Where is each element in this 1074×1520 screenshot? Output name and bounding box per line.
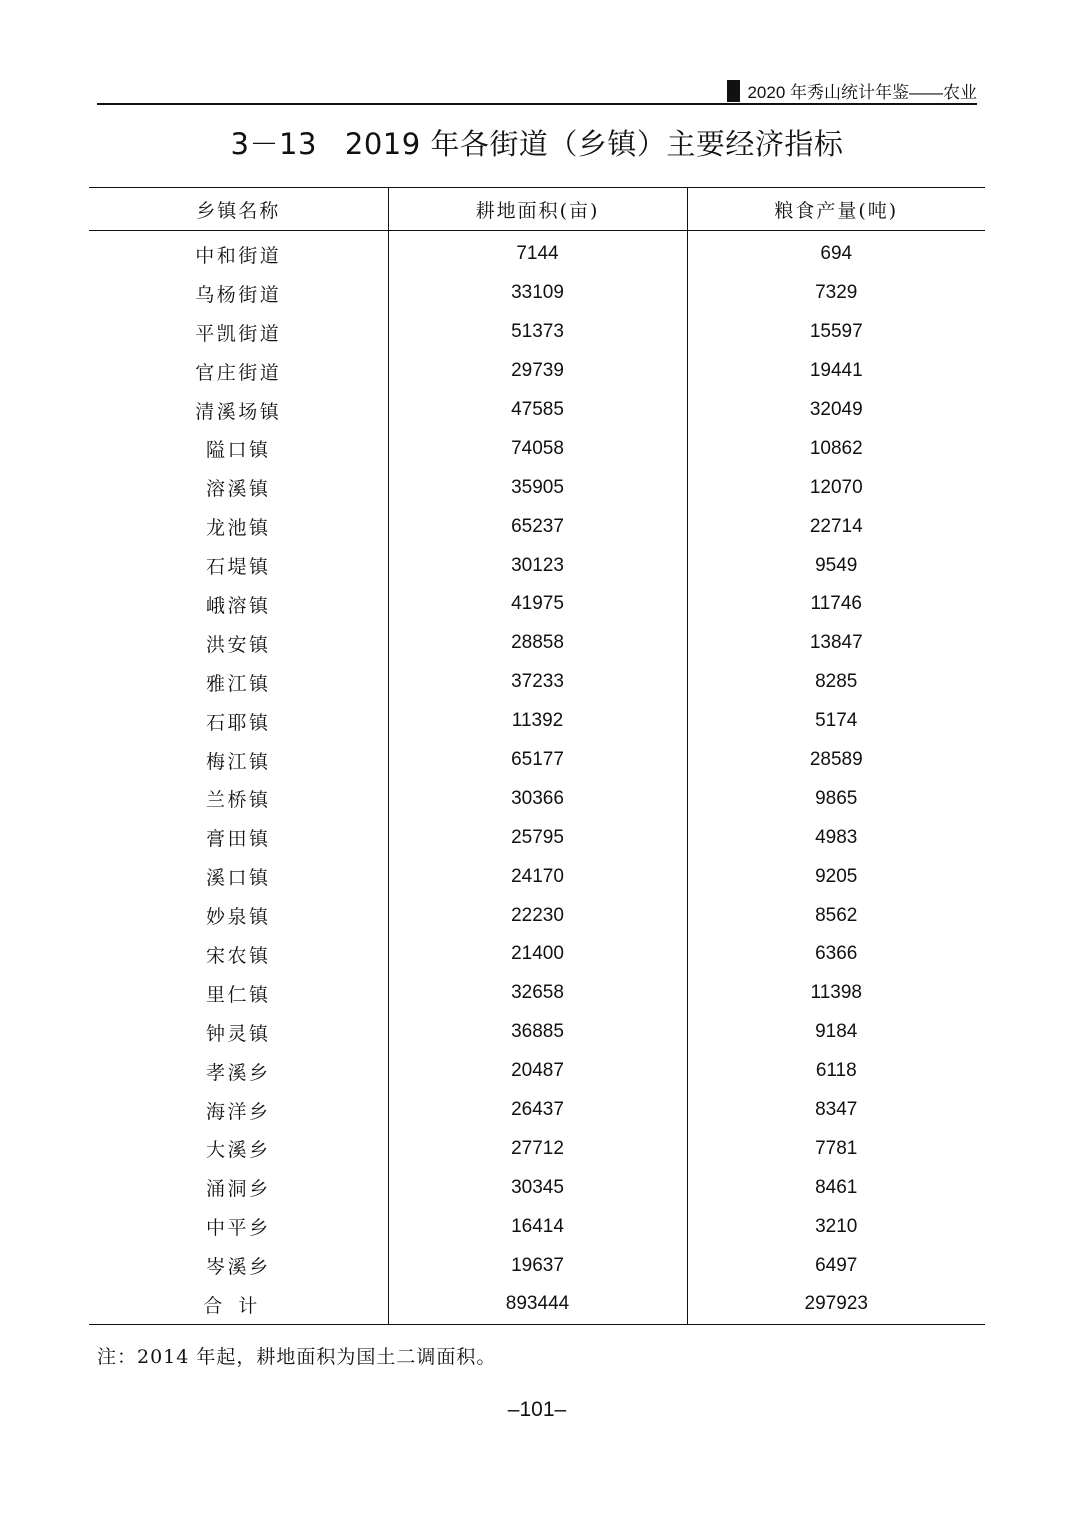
table-row	[89, 1246, 985, 1285]
grain-output-cell: 13847	[687, 624, 985, 663]
town-name-cell: 涌洞乡	[205, 1178, 271, 1201]
farmland-area-cell: 29739	[388, 352, 687, 391]
town-name-cell: 溶溪镇	[205, 478, 271, 501]
table-row	[89, 507, 985, 546]
grain-output-cell: 9184	[687, 1013, 985, 1052]
farmland-area-cell: 33109	[388, 274, 687, 313]
town-name-cell: 官庄街道	[195, 361, 282, 384]
farmland-area-cell: 65177	[388, 741, 687, 780]
grain-output-cell: 4983	[687, 818, 985, 857]
farmland-area-cell: 22230	[388, 896, 687, 935]
table-row	[89, 274, 985, 313]
farmland-area-cell: 35905	[388, 468, 687, 507]
town-name-cell: 溪口镇	[205, 867, 271, 890]
town-name-cell: 隘口镇	[205, 439, 271, 462]
town-name-cell: 大溪乡	[205, 1139, 271, 1162]
town-name-cell: 石耶镇	[205, 711, 271, 734]
table-body	[89, 231, 985, 1325]
farmland-area-cell: 74058	[388, 429, 687, 468]
farmland-area-cell: 65237	[388, 507, 687, 546]
page-number: –101–	[507, 1398, 567, 1421]
town-name-cell: 妙泉镇	[205, 906, 271, 929]
grain-output-cell: 10862	[687, 429, 985, 468]
grain-output-cell: 9865	[687, 779, 985, 818]
table-row	[89, 935, 985, 974]
header-divider	[97, 103, 977, 105]
table-row	[89, 1207, 985, 1246]
grain-output-cell: 8562	[687, 896, 985, 935]
running-header	[727, 78, 977, 103]
farmland-area-cell: 27712	[388, 1129, 687, 1168]
town-name-cell: 中和街道	[195, 244, 282, 267]
farmland-area-cell: 51373	[388, 313, 687, 352]
grain-output-cell: 5174	[687, 702, 985, 741]
town-name-cell: 雅江镇	[205, 672, 271, 695]
grain-output-cell: 12070	[687, 468, 985, 507]
grain-output-cell: 6118	[687, 1052, 985, 1091]
page-title	[0, 122, 1074, 163]
town-name-cell: 海洋乡	[205, 1100, 271, 1123]
table-row	[89, 1052, 985, 1091]
town-name-cell: 岑溪乡	[205, 1256, 271, 1279]
table-row	[89, 468, 985, 507]
town-name-cell: 石堤镇	[205, 556, 271, 579]
table-row	[89, 663, 985, 702]
town-name-cell: 兰桥镇	[205, 789, 271, 812]
farmland-area-cell: 24170	[388, 857, 687, 896]
farmland-area-cell: 28858	[388, 624, 687, 663]
town-name-cell: 孝溪乡	[205, 1061, 271, 1084]
farmland-area-cell: 32658	[388, 974, 687, 1013]
total-row	[89, 1285, 985, 1324]
farmland-area-cell: 36885	[388, 1013, 687, 1052]
grain-output-cell: 28589	[687, 741, 985, 780]
grain-output-cell: 8285	[687, 663, 985, 702]
table-row	[89, 741, 985, 780]
town-name-cell: 洪安镇	[205, 633, 271, 656]
table-row	[89, 818, 985, 857]
town-name-cell: 峨溶镇	[205, 594, 271, 617]
grain-output-cell: 297923	[687, 1285, 985, 1324]
farmland-area-cell: 41975	[388, 585, 687, 624]
table-row	[89, 624, 985, 663]
grain-output-cell: 8461	[687, 1168, 985, 1207]
grain-output-cell: 9205	[687, 857, 985, 896]
town-name-cell: 清溪场镇	[195, 400, 282, 423]
farmland-area-cell: 47585	[388, 391, 687, 430]
grain-output-cell: 6497	[687, 1246, 985, 1285]
grain-output-cell: 11746	[687, 585, 985, 624]
grain-output-cell: 9549	[687, 546, 985, 585]
table-row	[89, 974, 985, 1013]
table-header-row	[89, 188, 985, 231]
table-row	[89, 1168, 985, 1207]
grain-output-cell: 694	[687, 231, 985, 274]
table-row	[89, 896, 985, 935]
farmland-area-cell: 30366	[388, 779, 687, 818]
running-header-text: 2020 年秀山统计年鉴——农业	[747, 83, 977, 102]
header-marker-block	[727, 80, 740, 102]
table-row	[89, 352, 985, 391]
farmland-area-cell: 21400	[388, 935, 687, 974]
grain-output-cell: 6366	[687, 935, 985, 974]
grain-output-cell: 7781	[687, 1129, 985, 1168]
table-row	[89, 857, 985, 896]
town-name-cell: 平凯街道	[195, 322, 282, 345]
table-row	[89, 546, 985, 585]
farmland-area-cell: 16414	[388, 1207, 687, 1246]
farmland-area-cell: 25795	[388, 818, 687, 857]
column-header-farmland-area: 耕地面积(亩)	[388, 188, 687, 231]
farmland-area-cell: 893444	[388, 1285, 687, 1324]
table-row	[89, 313, 985, 352]
footnote: 注：2014 年起，耕地面积为国土二调面积。	[97, 1346, 497, 1368]
economic-indicators-table	[89, 187, 985, 1325]
table-row	[89, 1129, 985, 1168]
grain-output-cell: 11398	[687, 974, 985, 1013]
town-name-cell: 里仁镇	[205, 983, 271, 1006]
table-row	[89, 585, 985, 624]
grain-output-cell: 7329	[687, 274, 985, 313]
farmland-area-cell: 19637	[388, 1246, 687, 1285]
table-row	[89, 1091, 985, 1130]
farmland-area-cell: 11392	[388, 702, 687, 741]
farmland-area-cell: 20487	[388, 1052, 687, 1091]
farmland-area-cell: 30345	[388, 1168, 687, 1207]
grain-output-cell: 22714	[687, 507, 985, 546]
grain-output-cell: 8347	[687, 1091, 985, 1130]
town-name-cell: 乌杨街道	[195, 283, 282, 306]
town-name-cell: 龙池镇	[205, 517, 271, 540]
grain-output-cell: 15597	[687, 313, 985, 352]
table-row	[89, 429, 985, 468]
town-name-cell: 中平乡	[205, 1217, 271, 1240]
table-row	[89, 231, 985, 274]
table-number: 3－13	[230, 127, 317, 161]
column-header-town: 乡镇名称	[89, 188, 388, 231]
table-title: 2019 年各街道（乡镇）主要经济指标	[344, 127, 844, 161]
town-name-cell: 钟灵镇	[205, 1022, 271, 1045]
farmland-area-cell: 37233	[388, 663, 687, 702]
table-row	[89, 702, 985, 741]
town-name-cell: 梅江镇	[205, 750, 271, 773]
grain-output-cell: 19441	[687, 352, 985, 391]
town-name-cell: 膏田镇	[205, 828, 271, 851]
table-row	[89, 391, 985, 430]
grain-output-cell: 3210	[687, 1207, 985, 1246]
farmland-area-cell: 7144	[388, 231, 687, 274]
grain-output-cell: 32049	[687, 391, 985, 430]
table-row	[89, 1013, 985, 1052]
town-name-cell: 合计	[203, 1294, 274, 1317]
table-row	[89, 779, 985, 818]
farmland-area-cell: 26437	[388, 1091, 687, 1130]
town-name-cell: 宋农镇	[205, 944, 271, 967]
farmland-area-cell: 30123	[388, 546, 687, 585]
column-header-grain-output: 粮食产量(吨)	[687, 188, 985, 231]
